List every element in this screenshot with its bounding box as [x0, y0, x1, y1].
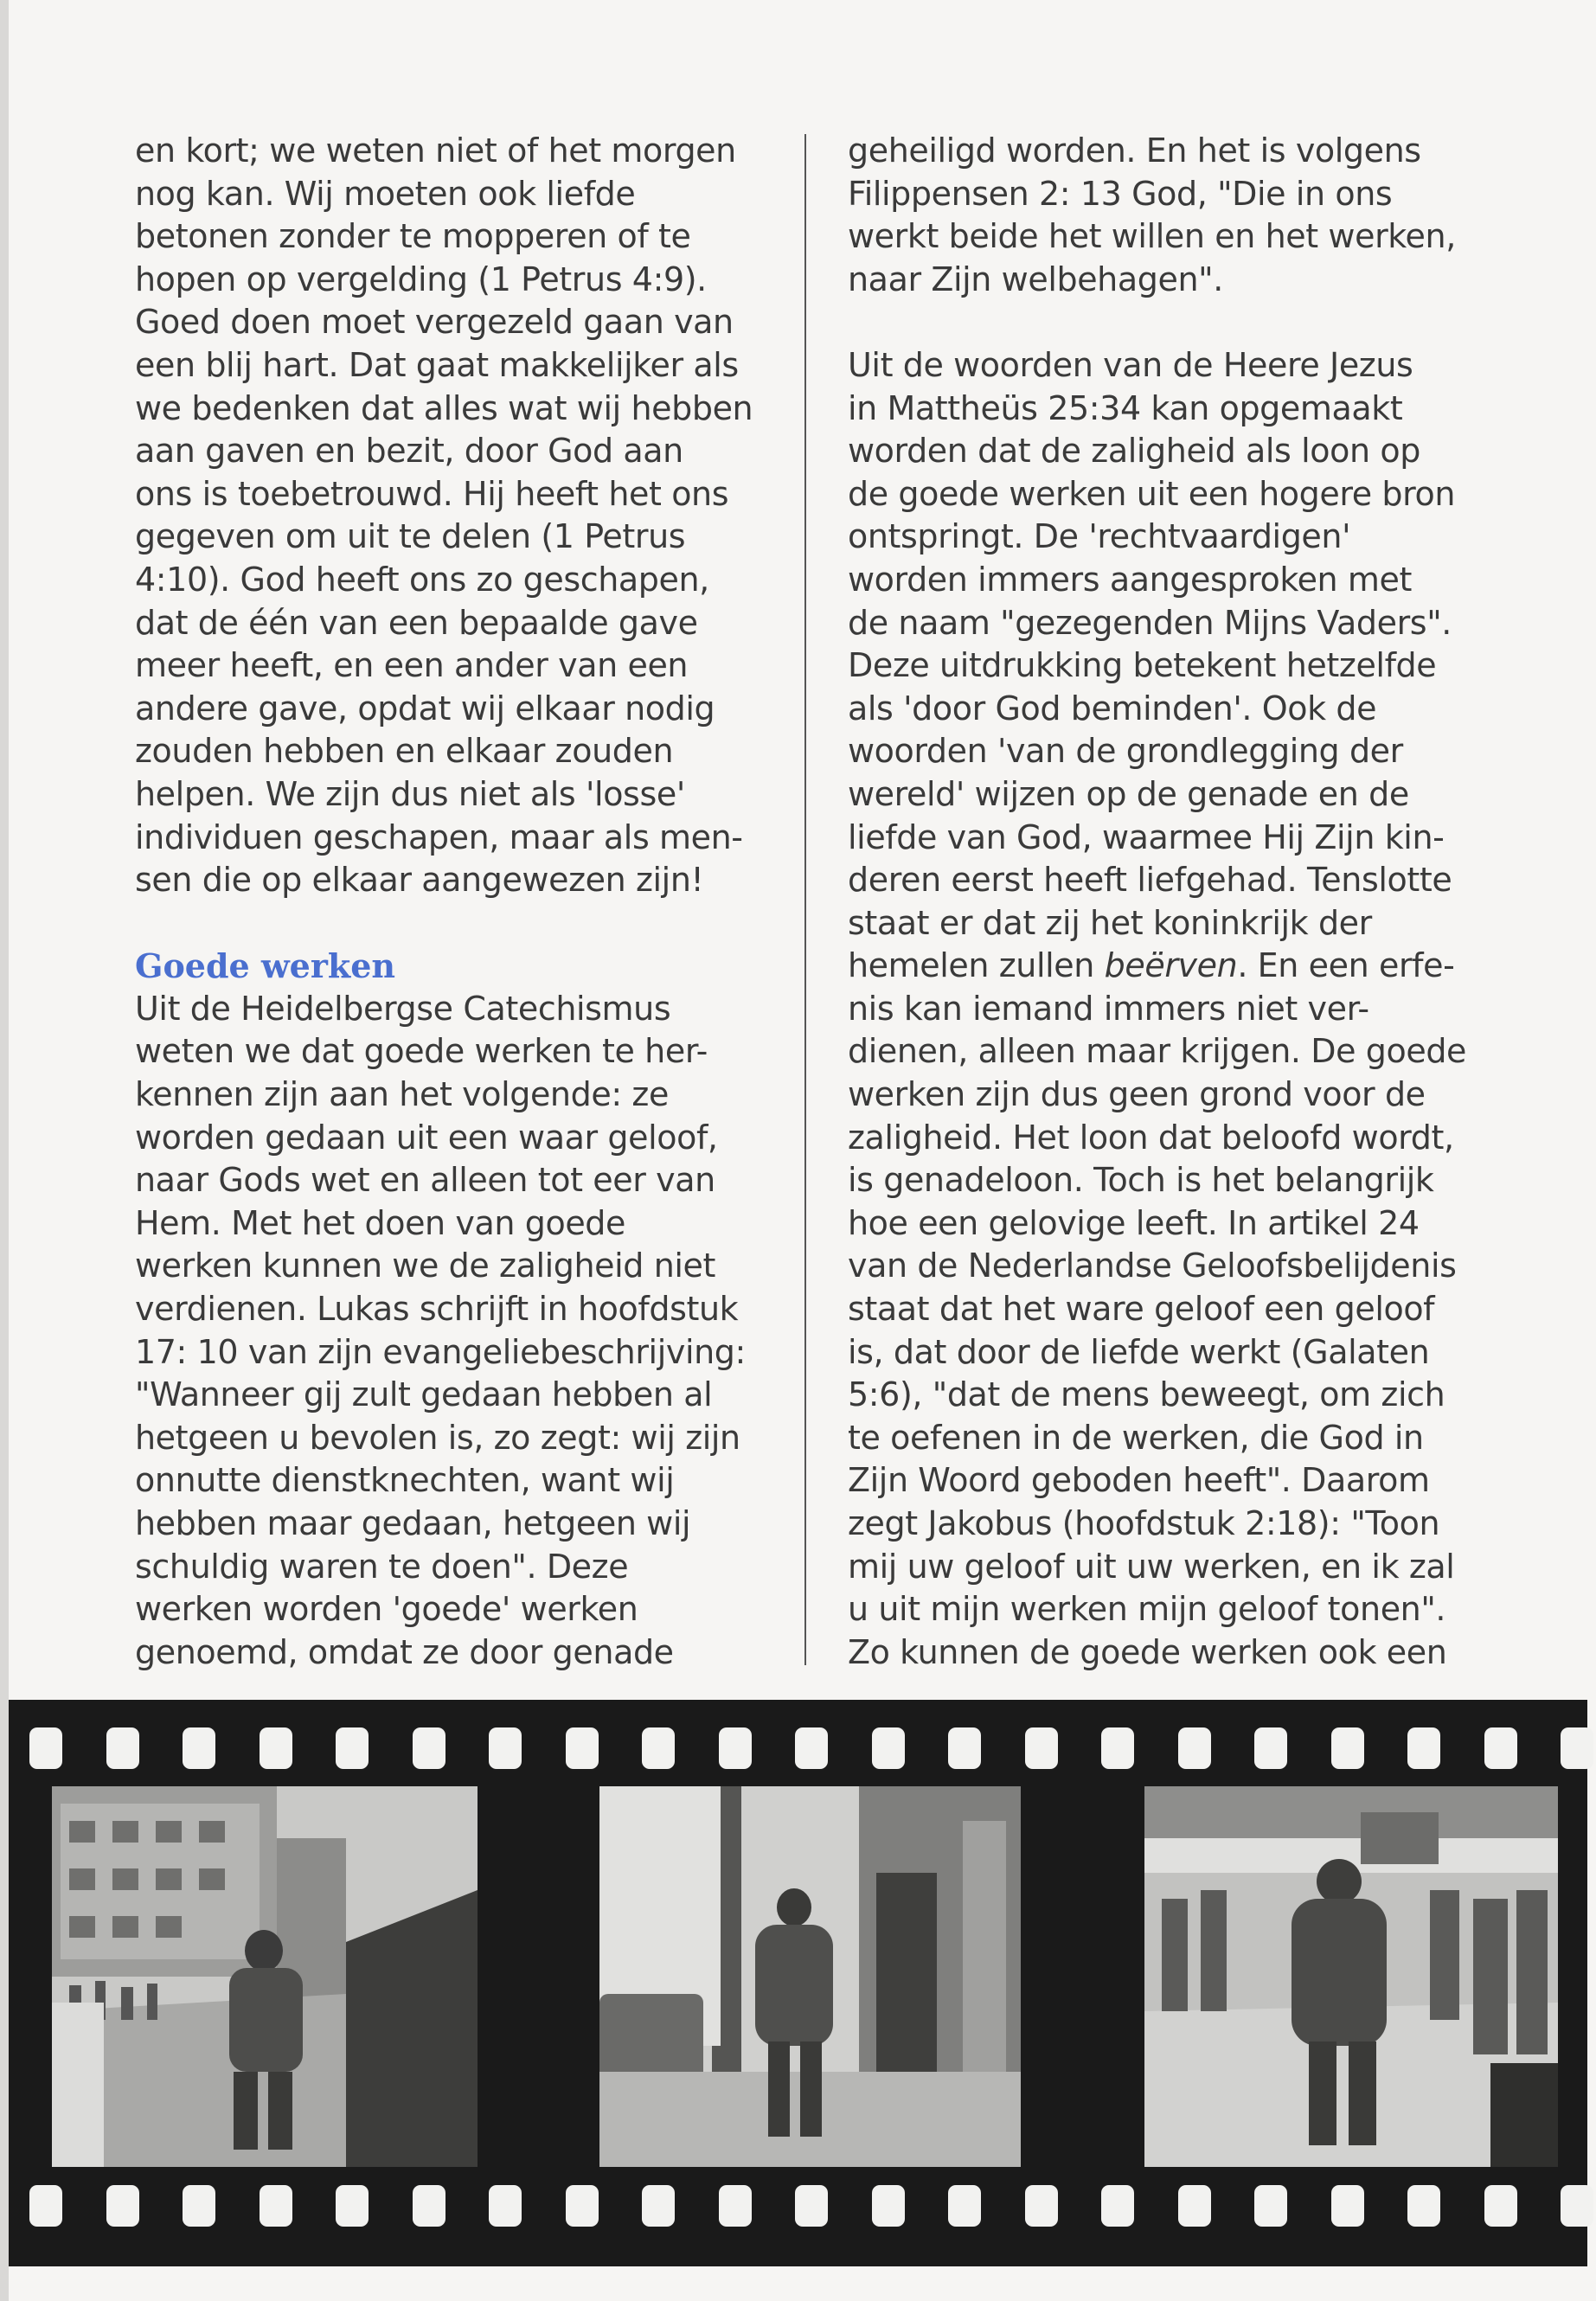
sidewalk-scene-photo — [599, 1786, 1021, 2167]
text-line: de goede werken uit een hogere bron — [848, 474, 1456, 513]
text-line: 4:10). God heeft ons zo geschapen, — [135, 560, 709, 599]
sprocket-row-top — [9, 1722, 1587, 1774]
text-line: en kort; we weten niet of het morgen — [135, 131, 736, 170]
street-scene-photo — [52, 1786, 478, 2167]
text-line: meer heeft, en een ander van een — [135, 646, 689, 685]
text-line: helpen. We zijn dus niet als 'losse' — [135, 774, 685, 813]
sprocket-hole — [1178, 1727, 1211, 1769]
sprocket-hole — [719, 1727, 752, 1769]
text-line: hetgeen u bevolen is, zo zegt: wij zijn — [135, 1418, 740, 1457]
sprocket-hole — [1561, 1727, 1593, 1769]
photo-frame-sidewalk — [599, 1786, 1021, 2167]
text-line: Filippensen 2: 13 God, "Die in ons — [848, 174, 1393, 213]
text-line: als 'door God beminden'. Ook de — [848, 689, 1377, 727]
text-line: ons is toebetrouwd. Hij heeft het ons — [135, 474, 729, 513]
column-divider — [804, 134, 806, 1665]
paragraph-break — [848, 301, 1488, 344]
photo-frame-market-crowd — [1144, 1786, 1558, 2167]
text-line: deren eerst heeft liefgehad. Tenslotte — [848, 861, 1452, 900]
sprocket-hole — [489, 2185, 522, 2227]
paragraph-break — [135, 902, 792, 945]
photo-frame-street-buildings — [52, 1786, 478, 2167]
text-line: staat er dat zij het koninkrijk der — [848, 903, 1372, 942]
right-text-column — [848, 130, 1488, 1674]
text-line: onnutte dienstknechten, want wij — [135, 1461, 675, 1500]
sprocket-hole — [1407, 2185, 1440, 2227]
sprocket-hole — [413, 1727, 445, 1769]
text-line: hebben maar gedaan, hetgeen wij — [135, 1504, 691, 1542]
text-line: werken kunnen we de zaligheid niet — [135, 1247, 716, 1285]
sprocket-hole — [1331, 2185, 1364, 2227]
sprocket-hole — [1407, 1727, 1440, 1769]
text-line: hemelen zullen beërven. En een erfe- — [848, 946, 1455, 985]
text-line: werkt beide het willen en het werken, — [848, 217, 1456, 256]
left-text-column — [135, 130, 792, 1674]
text-line: mij uw geloof uit uw werken, en ik zal — [848, 1547, 1455, 1586]
sprocket-hole — [566, 1727, 599, 1769]
sprocket-hole — [413, 2185, 445, 2227]
sprocket-hole — [795, 1727, 828, 1769]
text-line: hoe een gelovige leeft. In artikel 24 — [848, 1203, 1420, 1242]
market-crowd-photo — [1144, 1786, 1558, 2167]
text-line: u uit mijn werken mijn geloof tonen". — [848, 1590, 1446, 1629]
text-line: genoemd, omdat ze door genade — [135, 1632, 674, 1671]
text-line: naar Gods wet en alleen tot eer van — [135, 1161, 715, 1200]
text-line: werken worden 'goede' werken — [135, 1590, 638, 1629]
text-line: sen die op elkaar aangewezen zijn! — [135, 861, 704, 900]
sprocket-hole — [29, 1727, 62, 1769]
sprocket-hole — [1101, 2185, 1134, 2227]
text-line: wereld' wijzen op de genade en de — [848, 774, 1409, 813]
text-line: de naam "gezegenden Mijns Vaders". — [848, 603, 1452, 642]
text-line: aan gaven en bezit, door God aan — [135, 432, 683, 471]
sprocket-hole — [795, 2185, 828, 2227]
sprocket-hole — [1484, 1727, 1517, 1769]
text-line: "Wanneer gij zult gedaan hebben al — [135, 1375, 713, 1414]
sprocket-hole — [1254, 1727, 1287, 1769]
text-line: te oefenen in de werken, die God in — [848, 1418, 1424, 1457]
text-line: naar Zijn welbehagen". — [848, 260, 1223, 298]
sprocket-hole — [872, 1727, 905, 1769]
text-line: is, dat door de liefde werkt (Galaten — [848, 1332, 1430, 1371]
text-line: liefde van God, waarmee Hij Zijn kin- — [848, 817, 1445, 856]
text-line: een blij hart. Dat gaat makkelijker als — [135, 345, 739, 384]
sprocket-hole — [1484, 2185, 1517, 2227]
sprocket-hole — [1025, 1727, 1058, 1769]
sprocket-hole — [1025, 2185, 1058, 2227]
emphasis: beërven — [1104, 946, 1238, 985]
text-line: worden dat de zaligheid als loon op — [848, 432, 1420, 471]
text-line: worden immers aangesproken met — [848, 560, 1413, 599]
text-line: Zo kunnen de goede werken ook een — [848, 1632, 1447, 1671]
text-line: Hem. Met het doen van goede — [135, 1203, 626, 1242]
section-heading: Goede werken — [135, 946, 395, 986]
text-line: ontspringt. De 'rechtvaardigen' — [848, 517, 1351, 556]
text-line: 17: 10 van zijn evangeliebeschrijving: — [135, 1332, 746, 1371]
text-line: kennen zijn aan het volgende: ze — [135, 1075, 669, 1114]
sprocket-hole — [336, 2185, 369, 2227]
film-strip — [9, 1700, 1587, 2266]
text-line: dat de één van een bepaalde gave — [135, 603, 698, 642]
sprocket-hole — [948, 1727, 981, 1769]
sprocket-hole — [106, 2185, 139, 2227]
sprocket-hole — [183, 2185, 215, 2227]
text-line: staat dat het ware geloof een geloof — [848, 1290, 1435, 1329]
sprocket-hole — [1178, 2185, 1211, 2227]
sprocket-hole — [642, 1727, 675, 1769]
text-line: andere gave, opdat wij elkaar nodig — [135, 689, 715, 727]
sprocket-hole — [106, 1727, 139, 1769]
text-line: Deze uitdrukking betekent hetzelfde — [848, 646, 1437, 685]
text-line: Goed doen moet vergezeld gaan van — [135, 303, 734, 342]
sprocket-hole — [566, 2185, 599, 2227]
text-line: zaligheid. Het loon dat beloofd wordt, — [848, 1118, 1454, 1157]
sprocket-hole — [489, 1727, 522, 1769]
text-line: zouden hebben en elkaar zouden — [135, 732, 674, 771]
text-line: verdienen. Lukas schrijft in hoofdstuk — [135, 1290, 739, 1329]
sprocket-hole — [1331, 1727, 1364, 1769]
text-line: individuen geschapen, maar als men- — [135, 817, 743, 856]
text-line: schuldig waren te doen". Deze — [135, 1547, 629, 1586]
sprocket-hole — [183, 1727, 215, 1769]
text-line: 5:6), "dat de mens beweegt, om zich — [848, 1375, 1445, 1414]
sprocket-hole — [260, 1727, 292, 1769]
sprocket-hole — [1101, 1727, 1134, 1769]
text-line: worden gedaan uit een waar geloof, — [135, 1118, 718, 1157]
text-line: in Mattheüs 25:34 kan opgemaakt — [848, 388, 1403, 427]
text-line: hopen op vergelding (1 Petrus 4:9). — [135, 260, 707, 298]
sprocket-hole — [29, 2185, 62, 2227]
sprocket-row-bottom — [9, 2180, 1587, 2232]
sprocket-hole — [719, 2185, 752, 2227]
text-line: Uit de Heidelbergse Catechismus — [135, 989, 671, 1028]
text-line: gegeven om uit te delen (1 Petrus — [135, 517, 686, 556]
text-line: is genadeloon. Toch is het belangrijk — [848, 1161, 1434, 1200]
sprocket-hole — [260, 2185, 292, 2227]
text-line: zegt Jakobus (hoofdstuk 2:18): "Toon — [848, 1504, 1440, 1542]
text-line: weten we dat goede werken te her- — [135, 1032, 708, 1071]
text-line: dienen, alleen maar krijgen. De goede — [848, 1032, 1467, 1071]
text-line: Zijn Woord geboden heeft". Daarom — [848, 1461, 1430, 1500]
sprocket-hole — [872, 2185, 905, 2227]
sprocket-hole — [336, 1727, 369, 1769]
sprocket-hole — [948, 2185, 981, 2227]
text-line: geheiligd worden. En het is volgens — [848, 131, 1421, 170]
page-edge — [0, 0, 9, 2301]
text-line: betonen zonder te mopperen of te — [135, 217, 691, 256]
sprocket-hole — [1561, 2185, 1593, 2227]
text-line: woorden 'van de grondlegging der — [848, 732, 1403, 771]
text-line: van de Nederlandse Geloofsbelijdenis — [848, 1247, 1457, 1285]
text-line: nis kan iemand immers niet ver- — [848, 989, 1369, 1028]
text-line: Uit de woorden van de Heere Jezus — [848, 345, 1413, 384]
sprocket-hole — [1254, 2185, 1287, 2227]
text-line: werken zijn dus geen grond voor de — [848, 1075, 1426, 1114]
text-line: we bedenken dat alles wat wij hebben — [135, 388, 753, 427]
text-line: nog kan. Wij moeten ook liefde — [135, 174, 636, 213]
sprocket-hole — [642, 2185, 675, 2227]
